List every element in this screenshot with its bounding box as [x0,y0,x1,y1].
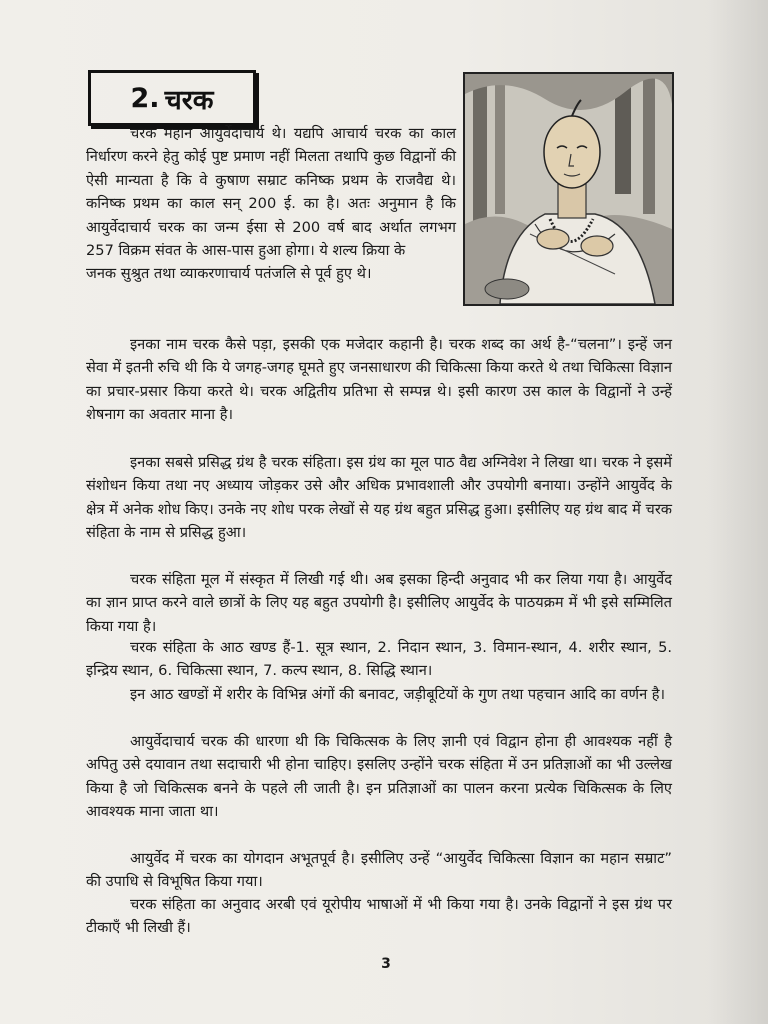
paragraph-1-wrapped-text: चरक महान आयुर्वेदाचार्य थे। यद्यपि आचार्य चरक का काल निर्धारण करने हेतु कोई पुष्ट प्रमाण नहीं मिलता तथापि कुछ विद्वानों की ऐसी मान्यता है कि वे कुषाण सम्राट कनिष्क प्रथम के राजवैद्य थे। कनिष्क प्रथम का काल सन् 200 ई. का है। अतः अनुमान है कि आयुर्वेदाचार्य चरक का जन्म ईसा से 200 वर्ष बाद अर्थात लगभग 257 विक्रम संवत के आस-पास हुआ होगा। ये शल्य क्रिया के [86,125,456,260]
chapter-number: 2. [130,82,160,114]
chapter-title: चरक [164,84,214,116]
page-number: 3 [381,956,391,972]
paragraph-3: इनका सबसे प्रसिद्ध ग्रंथ है चरक संहिता। इस ग्रंथ का मूल पाठ वैद्य अग्निवेश ने लिखा था। चरक ने इसमें संशोधन किया तथा नए अध्याय जोड़कर उसे और अधिक प्रभावशाली और उपयोगी बनाया। उन्होंने आयुर्वेद के क्षेत्र में अनेक शोध किए। उनके नए शोध परक लेखों से यह ग्रंथ बहुत प्रसिद्ध हुआ। इसीलिए यह ग्रंथ बाद में चरक संहिता के नाम से प्रसिद्ध हुआ। [86,454,672,542]
paragraph-7: आयुर्वेदाचार्य चरक की धारणा थी कि चिकित्सक के लिए ज्ञानी एवं विद्वान होना ही आवश्यक नहीं है अपितु उसे दयावान तथा सदाचारी भी होना चाहिए। इसलिए उन्होंने चरक संहिता में उन प्रतिज्ञाओं का भी उल्लेख किया है जो चिकित्सक बनने के पहले ली जाती है। इन प्रतिज्ञाओं का पालन करना प्रत्येक चिकित्सक के लिए आवश्यक माना जाता था। [86,733,672,821]
paragraph-1-last-line: जनक सुश्रुत तथा व्याकरणाचार्य पतंजलि से पूर्व हुए थे। [86,265,372,283]
paragraph-4: चरक संहिता मूल में संस्कृत में लिखी गई थी। अब इसका हिन्दी अनुवाद भी कर लिया गया है। आयुर्वेद का ज्ञान प्राप्त करने वाले छात्रों के लिए यह बहुत उपयोगी है। इसीलिए आयुर्वेद के पाठयक्रम में भी इसे सम्मिलित किया गया है। [86,571,672,635]
paragraph-8: आयुर्वेद में चरक का योगदान अभूतपूर्व है। इसीलिए उन्हें “आयुर्वेद चिकित्सा विज्ञान का महान सम्राट” की उपाधि से विभूषित किया गया। [86,850,672,891]
paragraph-9: चरक संहिता का अनुवाद अरबी एवं यूरोपीय भाषाओं में भी किया गया है। उनके विद्वानों ने इस ग्रंथ पर टीकाएँ भी लिखी हैं। [86,896,672,937]
paragraph-5: चरक संहिता के आठ खण्ड हैं-1. सूत्र स्थान, 2. निदान स्थान, 3. विमान-स्थान, 4. शरीर स्थान, 5. इन्द्रिय स्थान, 6. चिकित्सा स्थान, 7. कल्प स्थान, 8. सिद्धि स्थान। [86,639,672,680]
paragraph-1 [86,122,456,286]
chapter-heading-box [88,70,256,126]
paragraph-6: इन आठ खण्डों में शरीर के विभिन्न अंगों की बनावट, जड़ीबूटियों के गुण तथा पहचान आदि का वर्णन है। [130,686,666,703]
paragraph-2: इनका नाम चरक कैसे पड़ा, इसकी एक मजेदार कहानी है। चरक शब्द का अर्थ है-“चलना”। इन्हें जन सेवा में इतनी रुचि थी कि ये जगह-जगह घूमते हुए जनसाधारण की चिकित्सा किया करते थे तथा चिकित्सा विज्ञान का प्रचार-प्रसार किया करते थे। चरक अद्वितीय प्रतिभा से सम्पन्न थे। इसी कारण उस काल के विद्वानों ने उन्हें शेषनाग का अवतार माना है। [86,336,672,424]
